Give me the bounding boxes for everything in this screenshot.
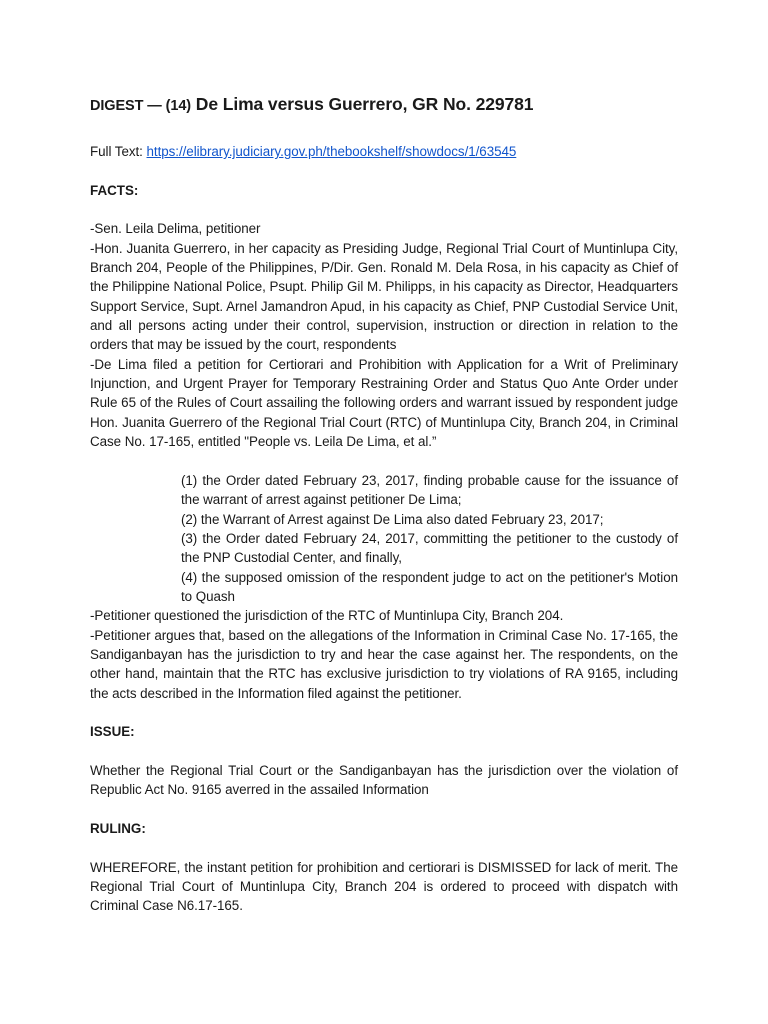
title-main: De Lima versus Guerrero, GR No. 229781 xyxy=(195,94,534,114)
list-item: (3) the Order dated February 24, 2017, committing the petitioner to the custody of the PNP Custodial Center, and finally, xyxy=(181,530,678,566)
spacer xyxy=(90,452,678,471)
facts-paragraph: -De Lima filed a petition for Certiorari and Prohibition with Application for a Writ of Preliminary Injunction, and Urgent Prayer for Temporary Restraining Order and Status Quo Ante Order under Rule 65 of the Rules of Court assailing the following orders and warrant issued by respondent judge Hon. Juanita Guerrero of the Regional Trial Court (RTC) of Muntinlupa City, Branch 204, in Criminal Case No. 17-165, entitled "People vs. Leila De Lima, et al.” xyxy=(90,356,678,450)
facts-paragraph: -Sen. Leila Delima, petitioner xyxy=(90,221,261,237)
spacer xyxy=(90,161,678,180)
facts-paragraph: -Hon. Juanita Guerrero, in her capacity as Presiding Judge, Regional Trial Court of Muntinlupa City, Branch 204, People of the Philippines, P/Dir. Gen. Ronald M. Dela Rosa, in his capacity as Chief of the Philippine National Police, Psupt. Philip Gil M. Philipps, in his capacity as Director, Headquarters Support Service, Supt. Arnel Jamandron Apud, in his capacity as Chief, PNP Custodial Service Unit, and all persons acting under their control, supervision, instruction or direction in relation to the orders that may be issued by the court, respondents xyxy=(90,240,678,353)
document-title xyxy=(90,92,678,118)
facts-paragraph: -Petitioner questioned the jurisdiction of the RTC of Muntinlupa City, Branch 204. xyxy=(90,608,564,624)
facts-heading: FACTS: xyxy=(90,182,139,198)
spacer xyxy=(90,200,678,219)
list-item: (4) the supposed omission of the respondent judge to act on the petitioner's Motion to Quash xyxy=(181,569,678,604)
orders-list xyxy=(90,471,678,606)
spacer xyxy=(90,703,678,722)
full-text-link[interactable]: https://elibrary.judiciary.gov.ph/thebookshelf/showdocs/1/63545 xyxy=(146,144,517,159)
full-text-label: Full Text: xyxy=(90,144,143,159)
title-prefix: DIGEST — (14) xyxy=(90,98,192,114)
spacer xyxy=(90,742,678,761)
spacer xyxy=(90,838,678,857)
issue-text: Whether the Regional Trial Court or the Sandiganbayan has the jurisdiction over the violation of Republic Act No. 9165 averred in the assailed Information xyxy=(90,763,678,798)
list-item: (2) the Warrant of Arrest against De Lima also dated February 23, 2017; xyxy=(181,511,604,527)
ruling-heading: RULING: xyxy=(90,821,146,837)
list-item: (1) the Order dated February 23, 2017, finding probable cause for the issuance of the warrant of arrest against petitioner De Lima; xyxy=(181,472,678,508)
full-text-line xyxy=(90,142,678,161)
spacer xyxy=(90,800,678,819)
issue-heading: ISSUE: xyxy=(90,724,135,740)
ruling-text: WHEREFORE, the instant petition for prohibition and certiorari is DISMISSED for lack of merit. The Regional Trial Court of Muntinlupa City, Branch 204 is ordered to proceed with dispatch with Criminal Case N6.17-165. xyxy=(90,859,678,914)
facts-paragraph: -Petitioner argues that, based on the allegations of the Information in Criminal Case No. 17-165, the Sandiganbayan has the jurisdiction to try and hear the case against her. The respondents, on the other hand, maintain that the RTC has exclusive jurisdiction to try violations of RA 9165, including the acts described in the Information filed against the petitioner. xyxy=(90,627,678,701)
